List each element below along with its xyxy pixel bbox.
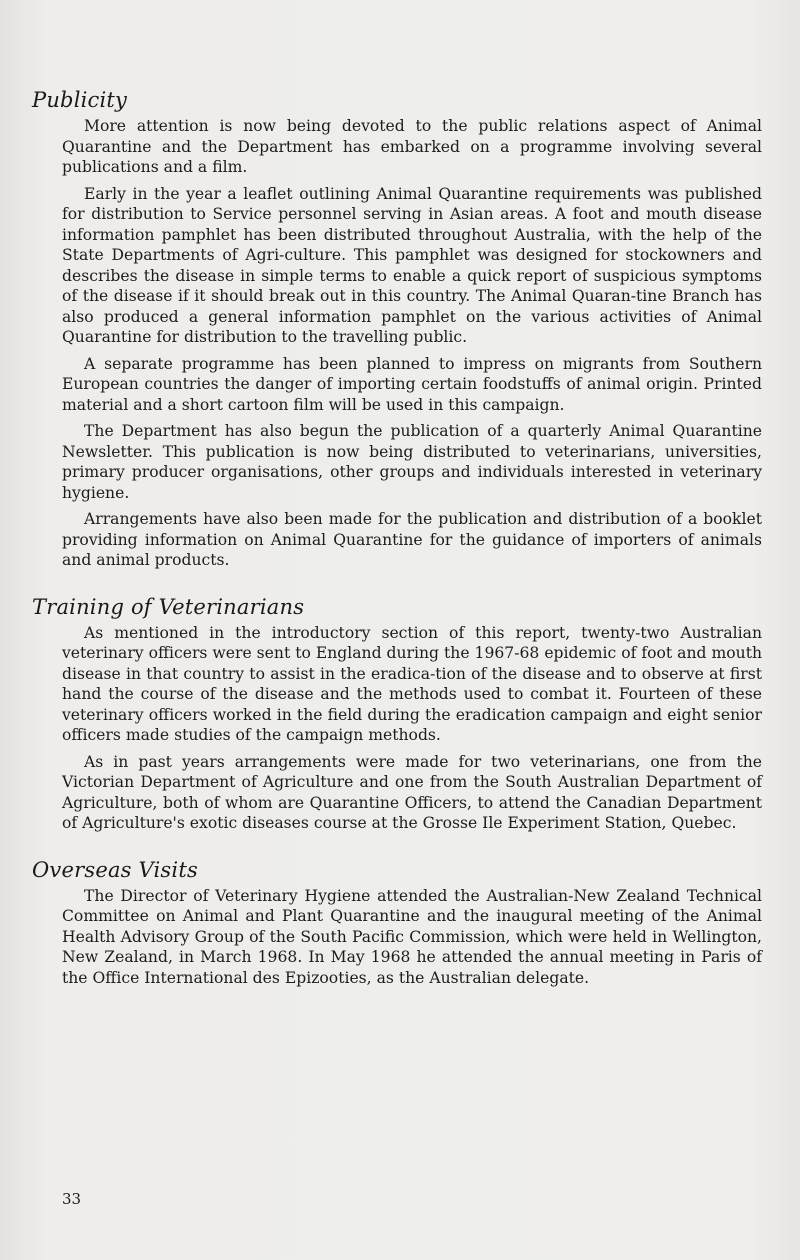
paragraph: Arrangements have also been made for the publication and distribution of a booklet providing information on Animal Quarantine for the guidance of importers of animals and animal products.	[62, 510, 762, 569]
page-number: 33	[62, 1190, 82, 1208]
paragraph: The Department has also begun the publication of a quarterly Animal Quarantine Newsletter. This publication is now being distributed to veterinarians, universities, primary producer organisations, other groups and individuals interested in veterinary hygiene.	[62, 422, 762, 502]
section-heading: Overseas Visits	[32, 857, 198, 882]
section-publicity	[32, 88, 762, 571]
paragraph: As in past years arrangements were made for two veterinarians, one from the Victorian Department of Agriculture and one from the South Australian Department of Agriculture, both of whom are Quarantine Officers, to attend the Canadian Department of Agriculture's exotic diseases course at the Grosse Ile Experiment Station, Quebec.	[62, 752, 762, 832]
section-training-of-veterinarians	[32, 594, 762, 834]
section-heading: Publicity	[32, 88, 128, 112]
section-overseas-visits	[32, 857, 762, 989]
paragraph: The Director of Veterinary Hygiene attended the Australian-New Zealand Technical Committee on Animal and Plant Quarantine and the inaugural meeting of the Animal Health Advisory Group of the South Pacific Commission, which were held in Wellington, New Zealand, in March 1968. In May 1968 he attended the annual meeting in Paris of the Office International des Epizooties, as the Australian delegate.	[62, 886, 762, 987]
section-heading: Training of Veterinarians	[32, 594, 305, 619]
paragraph: More attention is now being devoted to the public relations aspect of Animal Quarantine and the Department has embarked on a programme involving several publications and a film.	[62, 117, 762, 176]
paragraph: A separate programme has been planned to impress on migrants from Southern European countries the danger of importing certain foodstuffs of animal origin. Printed material and a short cartoon film will be used in this campaign.	[62, 354, 762, 414]
paragraph: Early in the year a leaflet outlining Animal Quarantine requirements was published for distribution to Service personnel serving in Asian areas. A foot and mouth disease information pamphlet has been distributed throughout Australia, with the help of the State Departments of Agri-culture. This pamphlet was designed for stockowners and describes the disease in simple terms to enable a quick report of suspicious symptoms of the disease if it should break out in this country. The Animal Quaran-tine Branch has also produced a general information pamphlet on the various activities of Animal Quarantine for distribution to the travelling public.	[62, 184, 762, 346]
page-content	[32, 88, 762, 1012]
paragraph: As mentioned in the introductory section of this report, twenty-two Australian veterinary officers were sent to England during the 1967-68 epidemic of foot and mouth disease in that country to assist in the eradica-tion of the disease and to observe at first hand the course of the disease and the methods used to combat it. Fourteen of these veterinary officers worked in the field during the eradication campaign and eight senior officers made studies of the campaign methods.	[62, 623, 762, 744]
